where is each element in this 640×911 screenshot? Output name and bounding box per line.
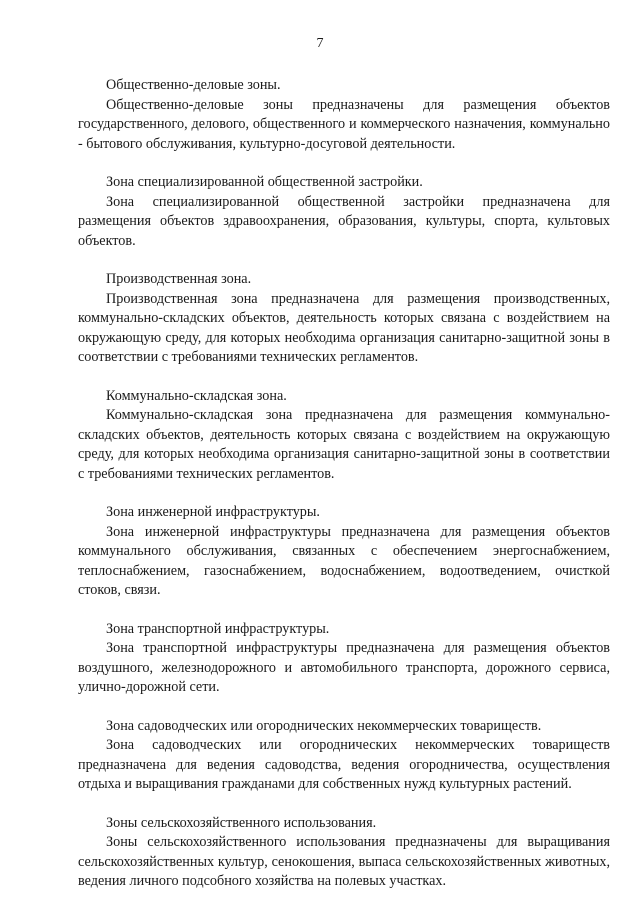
section-body: Общественно-деловые зоны предназначены для размещения объектов государственного, делового, общественного и коммерческого назначения, коммунально - бытового обслуживания, культурно-досуговой деятельности. [78,96,610,152]
section-body: Зона транспортной инфраструктуры предназначена для размещения объектов воздушного, железнодорожного и автомобильного транспорта, дорожного сервиса, улично-дорожной сети. [78,640,610,695]
section-body: Зона инженерной инфраструктуры предназначена для размещения объектов коммунального обслуживания, связанных с обеспечением энергоснабжением, теплоснабжением, газоснабжением, водоснабжением, водоотведением, очисткой стоков, связи. [78,523,610,598]
section-heading: Производственная зона. [106,271,252,287]
section-heading: Общественно-деловые зоны. [106,77,281,93]
section-heading: Зона транспортной инфраструктуры. [106,620,330,637]
section-transport-infrastructure-zone [78,620,610,698]
section-gardening-partnerships-zone [78,717,610,795]
document-body [78,76,610,911]
section-body: Зона садоводческих или огороднических некоммерческих товариществ предназначена для ведения садоводства, ведения огородничества, осуществления отдыха и выращивания гражданами для собственных нужд культурных растений. [78,737,610,792]
section-heading: Зона инженерной инфраструктуры. [106,504,320,520]
section-heading: Коммунально-складская зона. [106,387,287,404]
section-specialized-public-zone [78,173,610,251]
section-public-business-zones [78,76,610,154]
section-body: Зоны сельскохозяйственного использования предназначены для выращивания сельскохозяйственных культур, сенокошения, выпаса сельскохозяйственных животных, ведения личного подсобного хозяйства на полевых участках. [78,834,610,889]
section-engineering-infrastructure-zone [78,503,610,601]
section-heading: Зоны сельскохозяйственного использования. [106,814,377,831]
section-body: Коммунально-складская зона предназначена для размещения коммунально-складских объектов, деятельность которых связана с воздействием на окружающую среду, для которых необходима организация санитарно-защитной зоны в соответствии с требованиями технических регламентов. [78,407,610,482]
section-body: Производственная зона предназначена для размещения производственных, коммунально-складских объектов, деятельность которых связана с воздействием на окружающую среду, для которых необходима организация санитарно-защитной зоны в соответствии с требованиями технических регламентов. [78,290,610,365]
section-body: Зона специализированной общественной застройки предназначена для размещения объектов здравоохранения, образования, культуры, спорта, культовых объектов. [78,193,610,249]
section-communal-warehouse-zone [78,387,610,485]
section-industrial-zone [78,270,610,368]
section-agricultural-use-zones [78,814,610,892]
page-number: 7 [316,36,324,51]
section-heading: Зона специализированной общественной застройки. [106,174,423,190]
section-heading: Зона садоводческих или огороднических некоммерческих товариществ. [106,717,542,734]
